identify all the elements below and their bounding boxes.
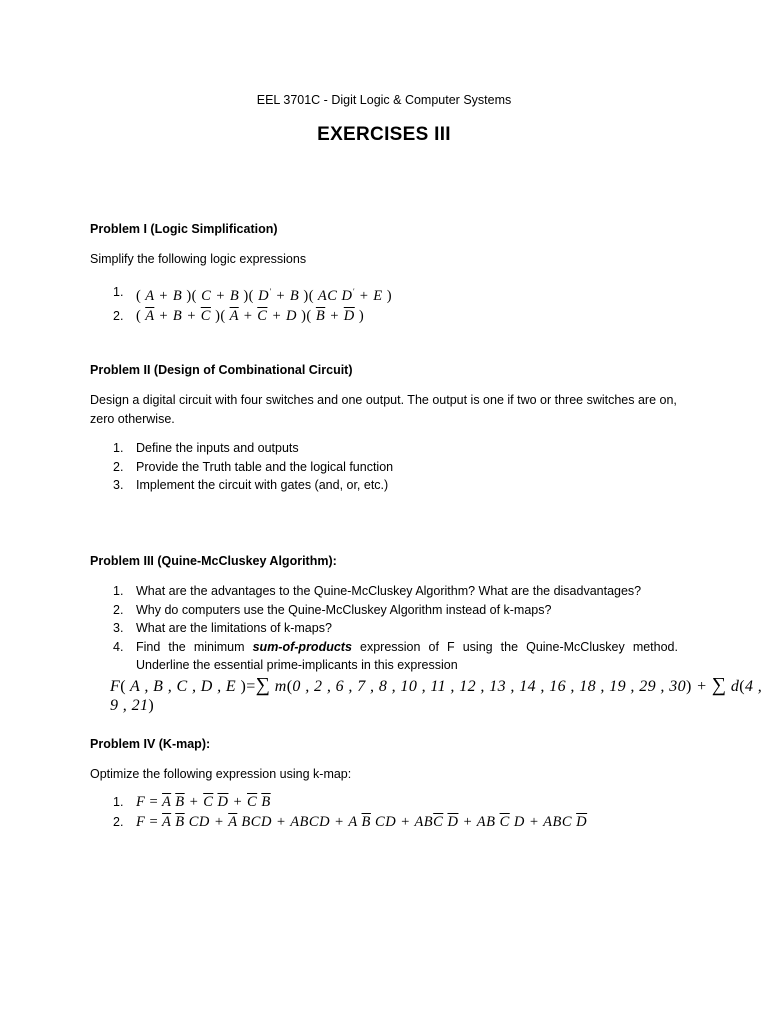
qm-formula: F( A , B , C , D , E )=∑ m(0 , 2 , 6 , 7 , 8 , 10 , 11 , 12 , 13 , 14 , 16 , 18 , 19 , 29 , 30) + ∑ d(4 , 9 , 21): [110, 674, 763, 714]
page-title: EXERCISES III: [317, 124, 451, 145]
problem-2-heading: Problem II (Design of Combinational Circuit): [90, 363, 353, 377]
problem-3-heading: Problem III (Quine-McCluskey Algorithm):: [90, 554, 337, 568]
expression: ( A + B )( C + B )( D' + B )( AC D' + E ): [136, 287, 393, 304]
item-number: 1.: [113, 584, 124, 598]
item-text: Implement the circuit with gates (and, or, etc.): [136, 478, 389, 492]
item-number: 2.: [113, 815, 124, 829]
item-number: 3.: [113, 621, 124, 635]
problem-2-intro: Design a digital circuit with four switches and one output. The output is one if two or three switches are on, zero otherwise.: [90, 393, 677, 426]
item-text: Define the inputs and outputs: [136, 441, 299, 455]
expression: $F = \overline{A}$ $\overline{B}$ CD + $\overline{A}$ BCD + ABCD + A $\overline{B}$ CD + $AB\overline{C}$ $\overline{D}$ + AB $\overline{C}$ D + ABC $\overline{D}$: [136, 814, 588, 830]
list-item: [90, 812, 678, 832]
item-text: What are the limitations of k-maps?: [136, 621, 332, 635]
item-number: 4.: [113, 639, 124, 654]
item-text: Provide the Truth table and the logical function: [136, 459, 394, 474]
list-item: [90, 638, 678, 675]
problem-4-list: [90, 792, 678, 832]
list-item: [90, 582, 678, 601]
list-item: [90, 601, 678, 620]
list-item: [90, 476, 678, 495]
item-text: Why do computers use the Quine-McCluskey Algorithm instead of k-maps?: [136, 602, 552, 617]
item-text: What are the advantages to the Quine-McCluskey Algorithm? What are the disadvantages?: [136, 584, 642, 598]
problem-3-list: [90, 582, 678, 675]
item-number: 1.: [113, 795, 124, 809]
item-text: Find the minimum: [136, 639, 245, 654]
list-item: [90, 306, 678, 326]
list-item: [90, 792, 678, 812]
list-item: [90, 282, 678, 306]
item-emphasis: sum-of-products: [252, 639, 352, 654]
problem-2-list: [90, 439, 678, 495]
problem-4-heading: Problem IV (K-map):: [90, 737, 211, 751]
problem-1-list: [90, 282, 678, 326]
item-number: 2.: [113, 459, 124, 474]
expression: $F = \overline{A}$ $\overline{B} + \overline{C}$ $\overline{D} + \overline{C}$ $\overline{B}$: [136, 794, 271, 810]
item-number: 2.: [113, 602, 124, 617]
expression: ( $\overline{A} + B + \overline{C}$ )( $\overline{A} + \overline{C} + D$ )( $\overline{B} + \overline{D}$ ): [136, 307, 365, 324]
problem-4-intro: Optimize the following expression using k-map:: [90, 767, 352, 781]
item-text: expression of F using the Quine-McCluskey method. Underline the essential prime-implicants in this expression: [136, 639, 678, 672]
item-number: 2.: [113, 308, 124, 323]
list-item: [90, 619, 678, 638]
item-number: 3.: [113, 478, 124, 492]
course-title: EEL 3701C - Digit Logic & Computer Systems: [256, 93, 512, 107]
problem-1-heading: Problem I (Logic Simplification): [90, 222, 278, 236]
item-number: 1.: [113, 285, 124, 299]
problem-1-intro: Simplify the following logic expressions: [90, 252, 307, 266]
list-item: [90, 439, 678, 458]
item-number: 1.: [113, 441, 124, 455]
list-item: [90, 458, 678, 477]
